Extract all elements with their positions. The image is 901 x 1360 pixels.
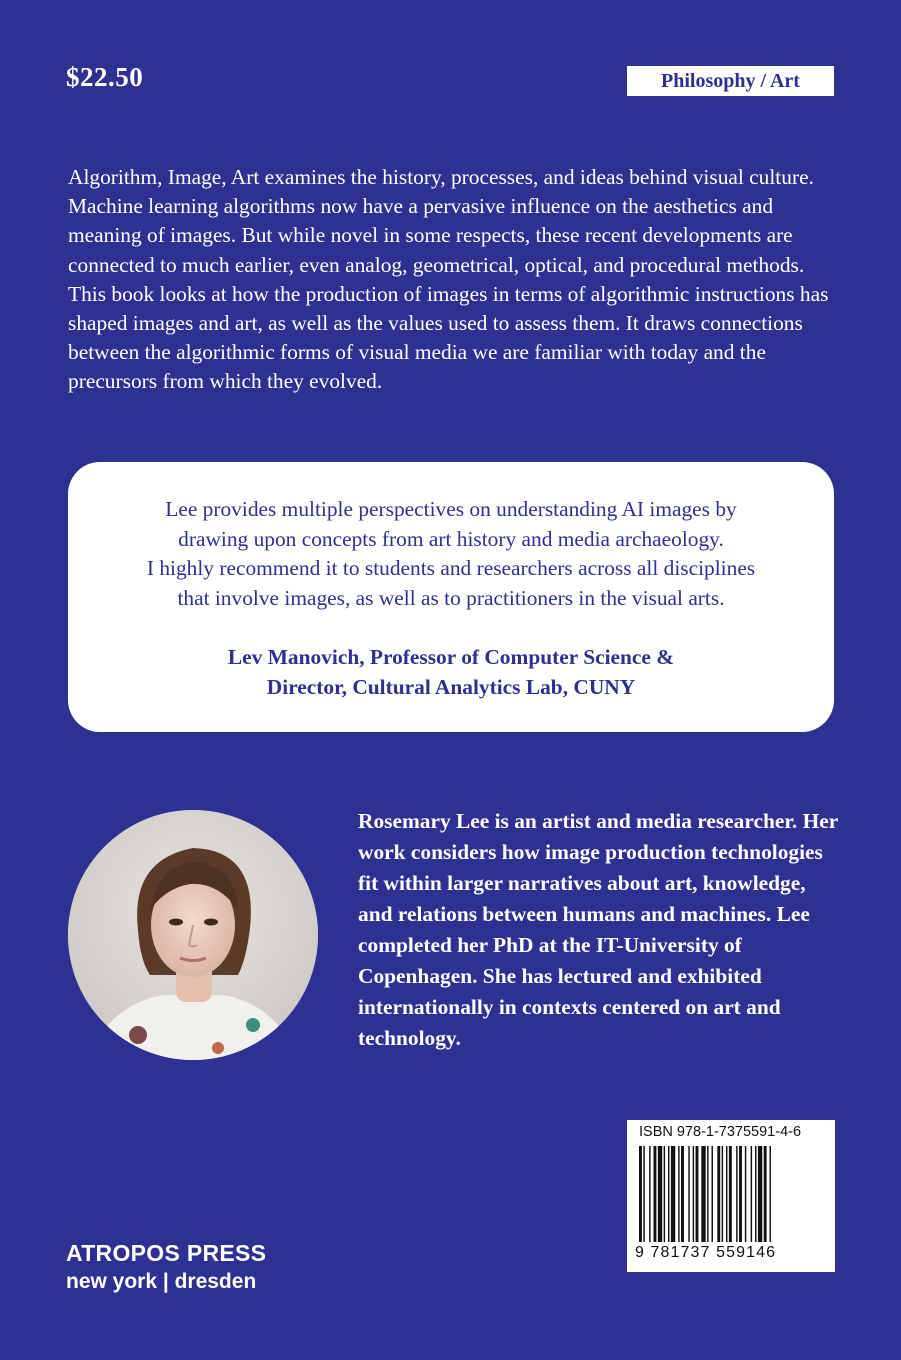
quote-box xyxy=(68,462,834,732)
quote-line: that involve images, as well as to practitioners in the visual arts. xyxy=(177,585,725,610)
barcode-digits: 9 781737 559146 xyxy=(635,1244,777,1261)
barcode-bar xyxy=(664,1146,665,1242)
publisher-cities: new york | dresden xyxy=(66,1270,257,1293)
quote-line: drawing upon concepts from art history and media archaeology. xyxy=(178,526,724,551)
barcode-bar xyxy=(701,1146,705,1242)
barcode-bar xyxy=(707,1146,708,1242)
barcode-bar xyxy=(745,1146,746,1242)
book-description: Algorithm, Image, Art examines the history, processes, and ideas behind visual culture. Machine learning algorithms now have a pervasive influence on the aesthetics and meaning of images. But while novel in some respects, these recent developments are connected to much earlier, even analog, geometrical, optical, and procedural methods. This book looks at how the production of images in terms of algorithmic instructions has shaped images and art, as well as the values used to assess them. It draws connections between the algorithmic forms of visual media we are familiar with today and the precursors from which they evolved. xyxy=(68,165,829,394)
quote-line: I highly recommend it to students and researchers across all disciplines xyxy=(146,556,756,580)
barcode-bar xyxy=(770,1146,771,1242)
barcode-bar xyxy=(688,1146,689,1242)
barcode-bar xyxy=(649,1146,650,1242)
barcode-bar xyxy=(654,1146,657,1242)
barcode-bar xyxy=(751,1146,752,1242)
barcode-bar xyxy=(678,1146,679,1242)
isbn-label: ISBN 978-1-7375591-4-6 xyxy=(639,1124,802,1140)
author-bio: Rosemary Lee is an artist and media researcher. Her work considers how image production technologies fit within larger narratives about art, knowledge, and relations between humans and machines. Lee completed her PhD at the IT-University of Copenhagen. She has lectured and exhibited internationally in contexts centered on art and technology. xyxy=(358,809,838,1050)
author-portrait xyxy=(68,810,318,1060)
portrait-image xyxy=(68,810,318,1060)
barcode-bar xyxy=(639,1146,642,1242)
quote-line: Lee provides multiple perspectives on understanding AI images by xyxy=(165,497,737,521)
barcode-bar xyxy=(717,1146,720,1242)
barcode-bar xyxy=(668,1146,669,1242)
barcode-bar xyxy=(658,1146,662,1242)
barcode-bar xyxy=(712,1146,713,1242)
barcode-bar xyxy=(643,1146,644,1242)
barcode-bar xyxy=(671,1146,675,1242)
quote-text xyxy=(68,495,834,613)
publisher-name: ATROPOS PRESS xyxy=(66,1240,267,1266)
barcode-box xyxy=(627,1120,835,1272)
attribution-line: Director, Cultural Analytics Lab, CUNY xyxy=(266,675,636,699)
barcode-bar xyxy=(681,1146,684,1242)
barcode-bar xyxy=(696,1146,699,1242)
barcode-bar xyxy=(736,1146,737,1242)
publisher xyxy=(66,1238,266,1296)
attribution-line: Lev Manovich, Professor of Computer Science & xyxy=(227,645,675,669)
barcode-bar xyxy=(764,1146,767,1242)
barcode-bar xyxy=(729,1146,732,1242)
barcode-bar xyxy=(722,1146,723,1242)
price: $22.50 xyxy=(66,62,144,92)
barcode-bar xyxy=(726,1146,727,1242)
barcode-bar xyxy=(693,1146,694,1242)
category-label: Philosophy / Art xyxy=(627,66,834,96)
barcode-bar xyxy=(739,1146,742,1242)
barcode-bar xyxy=(755,1146,756,1242)
barcode-bar xyxy=(758,1146,762,1242)
quote-attribution xyxy=(68,642,834,702)
